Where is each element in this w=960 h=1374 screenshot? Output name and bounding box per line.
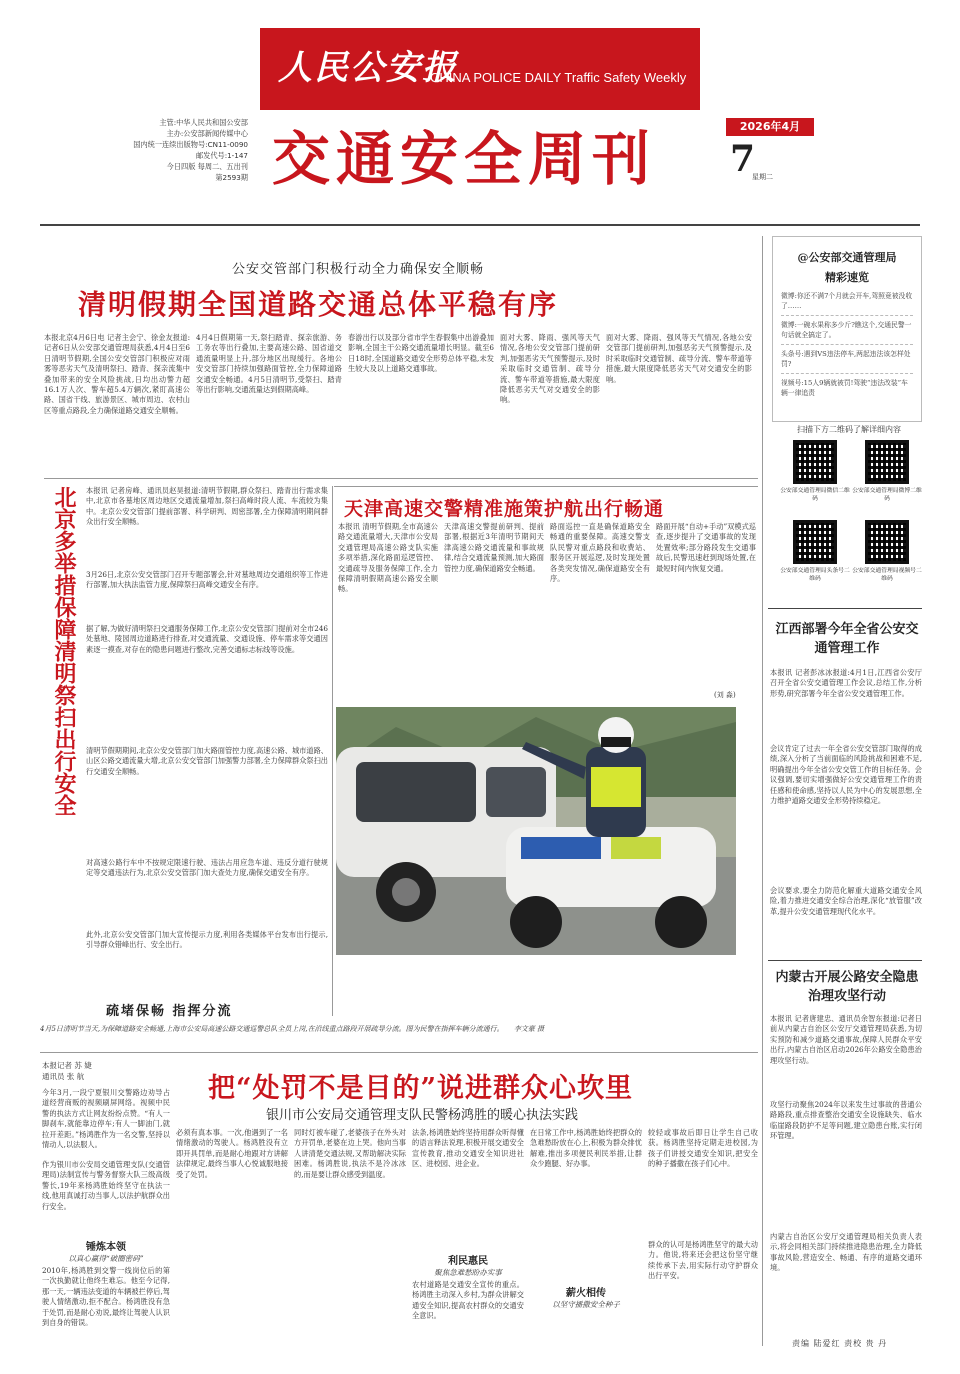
publication-info bbox=[128, 117, 248, 183]
qr-label: 公安部交通管理局头条号二维码 bbox=[780, 568, 850, 582]
pub-line: 国内统一连续出版物号:CN11-0090 bbox=[133, 140, 248, 149]
photo-illustration bbox=[336, 707, 736, 955]
feature-para-1: 今年3月,一段宁夏银川交警路边劝导占道经营商贩的视频刷屏网络。视频中民警的执法方式让网友纷纷点赞。“有人一脚刹车,就能靠边停车;有人一脚油门,就拉开差距。”杨鸿胜作为一名交警,坚持以情动人,以法服人。 bbox=[42, 1088, 170, 1150]
date-box bbox=[726, 118, 814, 188]
neimenggu-headline: 内蒙古开展公路安全隐患治理攻坚行动 bbox=[775, 970, 919, 1004]
masthead-banner bbox=[260, 28, 700, 110]
feature-subheadline: 银川市公安局交通管理支队民警杨鸿胜的暖心执法实践 bbox=[266, 1108, 579, 1123]
section-heading-3 bbox=[530, 1284, 642, 1310]
feature-para-10: 群众的认可是杨鸿胜坚守的最大动力。他说,将来还会把这份坚守继续传承下去,用实际行动守护群众出行平安。 bbox=[648, 1240, 758, 1281]
feature-para-6: 法条,杨鸿胜始终坚持用群众听得懂的语言释法说理,积极开展交通安全宣传教育,推动交通安全知识进社区、进校园、进企业。 bbox=[412, 1128, 524, 1169]
editor-credits: 责编 陆爱红 责校 贵 丹 bbox=[792, 1339, 888, 1348]
date-weekday: 星期二 bbox=[752, 173, 773, 181]
tianjin-credit: (刘 淼) bbox=[714, 691, 736, 699]
feature-para-5: 同时灯被车碰了,老婆孩子在外头对方开罚单,老婆在边上哭。他向当事人讲清楚交通法规,又帮助解决实际困难。杨鸿胜说,执法不是冷冰冰的,而是要让群众感受到温度。 bbox=[294, 1128, 406, 1179]
column-divider bbox=[332, 486, 333, 1016]
lead-col-1: 本报北京4月6日电 记者主会宁、徐金友报道:记者6日从公安部交通管理局获悉,4月4日至6日清明节假期,全国公安交管部门积极应对雨雾等恶劣天气及清明祭扫、踏青、探亲流集中叠加带来的安全风险挑战,日均出动警力超16.1万人次、警车超5.4万辆次,紧盯高速公路、国省干线、旅游景区、城市周边、农村山区等重点路段,全力确保道路交通安全顺畅。 bbox=[44, 333, 190, 415]
lead-col-5: 面对大雾、降雨、强风等天气情况,各地公安交管部门提前研判,加强恶劣天气预警提示,及时采取临时交通管制、疏导分流、警车带道等措施,最大限度降低恶劣天气对交通安全的影响。 bbox=[606, 333, 752, 384]
beijing-headline: 北京多举措保障清明祭扫出行安全 bbox=[51, 486, 77, 816]
feature-headline: 把“处罚不是目的”说进群众心坎里 bbox=[208, 1073, 634, 1104]
tianjin-top-rule bbox=[334, 486, 758, 487]
tianjin-col-3: 路面巡控一直是确保道路安全畅通的重要保障。高速交警支队民警对重点路段和收费站、服务区开展巡逻,及时发现处置各类突发情况,确保道路安全有序。 bbox=[550, 522, 650, 584]
section-title: 锤炼本领 bbox=[86, 1242, 126, 1253]
section-heading-1 bbox=[42, 1238, 170, 1264]
lead-headline: 清明假期全国道路交通总体平稳有序 bbox=[78, 288, 559, 321]
jiangxi-para-2: 会议肯定了过去一年全省公安交管部门取得的成绩,深入分析了当前面临的风险挑战和困难不足,明确提出今年全省公安交管工作的目标任务。会议强调,要切实增强做好公安交通管理工作的责任感和使命感,坚持以人民为中心的发展思想,全力维护道路交通安全形势持续稳定。 bbox=[770, 744, 922, 806]
feature-para-4: 必须有真本事。一次,他遇到了一名情绪激动的驾驶人。杨鸿胜没有立即开具罚单,而是耐心地跟对方讲解法律规定,最终当事人心悦诚服地接受了处罚。 bbox=[176, 1128, 288, 1179]
section-title: 薪火相传 bbox=[566, 1288, 606, 1299]
qr-label: 公安部交通管理局视频号二维码 bbox=[852, 568, 922, 582]
qr-block-wechat[interactable] bbox=[780, 440, 850, 528]
lead-kicker: 公安交管部门积极行动全力确保安全顺畅 bbox=[232, 262, 485, 277]
sidebar-divider bbox=[762, 236, 763, 1346]
beijing-para-5: 对高速公路行车中不按规定限速行驶、违法占用应急车道、违反分道行驶规定等交通违法行为,北京公安交管部门加大查处力度,确保交通安全有序。 bbox=[86, 858, 328, 878]
qr-block-video[interactable] bbox=[852, 520, 922, 608]
photo-caption-text: 4月5日清明节当天,为保障道路安全畅通,上海市公安局高速公路交通巡警总队全员上岗,在沿线重点路段开展疏导分流。图为民警在指挥车辆分流通行。 bbox=[40, 1025, 504, 1033]
qr-code-icon bbox=[793, 520, 837, 564]
date-day: 7 bbox=[730, 138, 756, 180]
photo-credit: 李文豪 摄 bbox=[513, 1025, 545, 1033]
pub-line: 今日四版 每周二、五出刊 bbox=[166, 162, 248, 171]
tianjin-headline: 天津高速交警精准施策护航出行畅通 bbox=[344, 498, 665, 520]
lead-col-3: 春游出行以及部分省市学生春假集中出游叠加影响,全国主干公路交通流量增长明显。截至6日18时,全国道路交通安全形势总体平稳,未发生较大及以上道路交通事故。 bbox=[348, 333, 494, 374]
video-item[interactable]: 视频号:15人9辆就被罚!驾驶“违法改装”车辆一律追责 bbox=[781, 379, 908, 397]
masthead-rule bbox=[40, 224, 920, 226]
weibo-title: @公安部交通管理局 bbox=[797, 251, 897, 264]
neimenggu-para-1: 本报讯 记者唐建忠、通讯员余智东报道:记者日前从内蒙古自治区公安厅交通管理局获悉,为切实预防和减少道路交通事故,保障人民群众平安出行,内蒙古自治区启动2026年公路安全隐患治理攻坚行动。 bbox=[770, 1014, 922, 1065]
feature-byline bbox=[42, 1060, 92, 1082]
toutiao-item[interactable]: 头条号:遇到VS违法停车,两起违法该怎样处罚? bbox=[781, 349, 913, 374]
beijing-para-4: 清明节假期期间,北京公安交管部门加大路面管控力度,高速公路、城市道路、山区公路交通流量大增,北京公安交管部门加强警力部署,全力保障群众祭扫出行交通安全顺畅。 bbox=[86, 746, 328, 776]
lead-col-2: 4月4日假期第一天,祭扫踏青、探亲旅游、务工务农等出行叠加,主要高速公路、国省道交通流量明显上升,部分地区出现缓行。各地公安交管部门持续加强路面管控,全力保障道路交通安全畅通。4月5日清明节,受祭扫、踏青等出行影响,交通流量达到假期高峰。 bbox=[196, 333, 342, 395]
newspaper-logo: 人民公安报 bbox=[278, 48, 458, 88]
neimenggu-para-3: 内蒙古自治区公安厅交通管理局相关负责人表示,将会同相关部门持续推进隐患治理,全力降低事故风险,营造安全、畅通、有序的道路交通环境。 bbox=[770, 1232, 922, 1273]
qr-label: 公安部交通管理局微信二维码 bbox=[780, 488, 850, 502]
qr-code-icon bbox=[865, 440, 909, 484]
jiangxi-para-1: 本报讯 记者彭冰冰报道:4月1日,江西省公安厅召开全省公安交通管理工作会议,总结工作,分析形势,研究部署今年全省公安交通管理工作。 bbox=[770, 668, 922, 698]
qr-block-weibo[interactable] bbox=[852, 440, 922, 528]
section-heading-2 bbox=[412, 1252, 524, 1278]
subheading-traffic-diversion: 疏堵保畅 指挥分流 bbox=[106, 1004, 233, 1019]
qr-code-icon bbox=[865, 520, 909, 564]
weekly-title: 交通安全周刊 bbox=[272, 125, 657, 193]
feature-para-8: 农村道路是交通安全宣传的重点。杨鸿胜主动深入乡村,为群众讲解交通安全知识,提高农村群众的交通安全意识。 bbox=[412, 1280, 524, 1321]
pub-line: 第2593期 bbox=[215, 173, 248, 182]
qr-block-toutiao[interactable] bbox=[780, 520, 850, 608]
qr-heading: 扫描下方二维码了解详细内容 bbox=[797, 425, 901, 434]
pub-line: 主管:中华人民共和国公安部 bbox=[159, 118, 248, 127]
feature-para-2: 作为银川市公安局交通管理支队(交通管理局)法制宣传与警务督察大队三级高级警长,19年来杨鸿胜始终坚守在执法一线,他用真诚打动当事人,以法护航群众出行安全。 bbox=[42, 1160, 170, 1211]
byline-reporter: 本报记者 苏 婕 bbox=[42, 1061, 92, 1070]
pub-line: 主办:公安部新闻传媒中心 bbox=[166, 129, 248, 138]
beijing-para-6: 此外,北京公安交管部门加大宣传提示力度,利用各类媒体平台发布出行提示,引导群众错峰出行、安全出行。 bbox=[86, 930, 328, 950]
section-rule bbox=[40, 1052, 758, 1053]
newspaper-english-name: CHINA POLICE DAILY Traffic Safety Weekly bbox=[430, 70, 687, 85]
section-subtitle: 以真心赢得“破圈密码” bbox=[68, 1254, 144, 1263]
jiangxi-headline: 江西部署今年全省公安交通管理工作 bbox=[775, 622, 919, 656]
feature-para-9: 较轻或事故后即日让学生自己收获。杨鸿胜坚持定期走进校园,为孩子们讲授交通安全知识,把安全的种子播撒在孩子们心中。 bbox=[648, 1128, 758, 1169]
qr-code-icon bbox=[793, 440, 837, 484]
sidebar-rule bbox=[768, 608, 922, 609]
neimenggu-para-2: 攻坚行动聚焦2024年以来发生过事故的普通公路路段,重点排查整治交通安全设施缺失、临水临崖路段防护不足等问题,建立隐患台账,实行闭环管理。 bbox=[770, 1100, 922, 1141]
feature-para-3: 2010年,杨鸿胜到交警一线岗位后的第一次执勤就让他终生难忘。他至今记得,那一天,一辆违法变道的车辆被拦停后,驾驶人情绪激动,拒不配合。杨鸿胜没有急于处罚,而是耐心劝说,最终让驾驶人认识到自身的错误。 bbox=[42, 1266, 170, 1328]
tianjin-col-4: 路面开展“自动+手动”双模式巡查,逐步提升了交通事故的发现处置效率;部分路段发生交通事故后,民警迅速赶到现场处置,在最短时间内恢复交通。 bbox=[656, 522, 756, 573]
qr-label: 公安部交通管理局微博二维码 bbox=[852, 488, 922, 502]
pub-line: 邮发代号:1-147 bbox=[195, 151, 248, 160]
section-subtitle: 聚焦急难愁盼办实事 bbox=[434, 1268, 502, 1277]
lead-bottom-rule bbox=[44, 478, 758, 479]
photo-caption bbox=[40, 1024, 716, 1048]
weibo-box bbox=[772, 236, 922, 422]
sidebar-rule-2 bbox=[768, 960, 922, 961]
tianjin-col-2: 天津高速交警提前研判、提前部署,根据近3年清明节期间天津高速公路交通流量和事故规律,结合交通流量预测,加大路面管控力度,确保道路安全畅通。 bbox=[444, 522, 544, 573]
feature-para-7: 在日常工作中,杨鸿胜始终把群众的急难愁盼放在心上,积极为群众排忧解难,推出多项便民利民举措,让群众少跑腿、好办事。 bbox=[530, 1128, 642, 1169]
beijing-para-2: 3月26日,北京公安交管部门召开专题部署会,针对墓地周边交通组织等工作进行部署,加大执法监管力度,保障祭扫高峰交通安全有序。 bbox=[86, 570, 328, 590]
jiangxi-para-3: 会议要求,要全力防范化解重大道路交通安全风险,着力推进交通安全综合治理,深化“放管服”改革,提升公安交通管理现代化水平。 bbox=[770, 886, 922, 916]
weibo-item[interactable]: 微博:一碗水果称多少斤?瞧这个,交通民警一句话就全搞定了。 bbox=[781, 320, 913, 345]
tianjin-col-1: 本报讯 清明节假期,全市高速公路交通流量增大,天津市公安局交通管理局高速公路支队实施多项举措,深化路面巡逻管控、交通疏导及服务保障工作,全力保障清明假期高速公路安全顺畅。 bbox=[338, 522, 438, 594]
beijing-para-3: 据了解,为做好清明祭扫交通服务保障工作,北京公安交管部门提前对全市246处墓地、陵园周边道路进行排查,对交通流量、交通设施、停车需求等交通因素逐一摸查,对存在的隐患问题进行整改,完善交通标志标线等设施。 bbox=[86, 624, 328, 654]
lead-col-4: 面对大雾、降雨、强风等天气情况,各地公安交管部门提前研判,加强恶劣天气预警提示,及时采取临时交通管制、疏导分流、警车带道等措施,最大限度降低恶劣天气对交通安全的影响。 bbox=[500, 333, 600, 405]
beijing-para-1: 本报讯 记者房峰、通讯员赵昊报道:清明节假期,群众祭扫、踏青出行需求集中,北京市各墓地区周边地区交通流量增加,祭扫高峰时段人流、车流较为集中。北京公安交管部门提前部署、科学研判、周密部署,全力保障清明期间群众出行安全顺畅。 bbox=[86, 486, 328, 527]
section-subtitle: 以坚守播撒安全种子 bbox=[552, 1300, 620, 1309]
weibo-subtitle: 精彩速览 bbox=[825, 271, 869, 284]
traffic-police-motorcycle-photo bbox=[336, 707, 736, 955]
section-title: 利民惠民 bbox=[448, 1256, 488, 1267]
weibo-item[interactable]: 微博:你还不满7个月就会开车,驾照竟被没收了…… bbox=[781, 291, 913, 316]
byline-correspondent: 通讯员 张 航 bbox=[42, 1072, 85, 1081]
date-year-month: 2026年4月 bbox=[726, 118, 814, 136]
